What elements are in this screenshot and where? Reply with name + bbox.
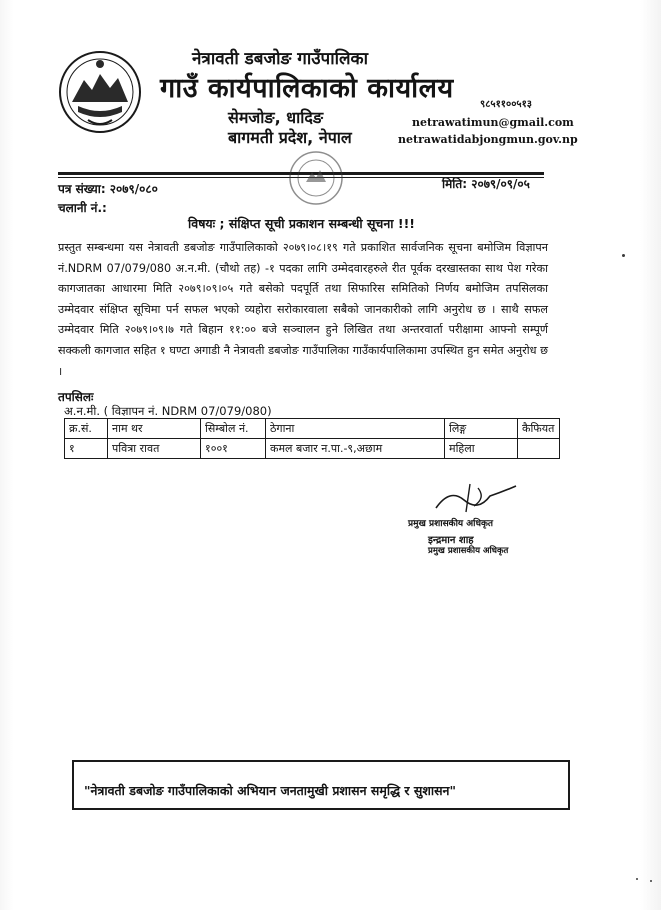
office-title: गाउँ कार्यपालिकाको कार्यालय bbox=[160, 73, 454, 104]
scan-speck bbox=[636, 878, 638, 880]
table-header-cell: कैफियत bbox=[518, 419, 560, 439]
office-seal-icon bbox=[288, 150, 344, 206]
footer-slogan: "नेत्रावती डबजोङ गाउँपालिकाको अभियान जनतामुखी प्रशासन समृद्धि र सुशासन" bbox=[84, 783, 456, 798]
subject-line: विषयः ; संक्षिप्त सूची प्रकाशन सम्बन्धी सूचना !!! bbox=[188, 216, 415, 231]
table-cell: १ bbox=[65, 439, 108, 459]
table-cell: पवित्रा रावत bbox=[108, 439, 201, 459]
phone-number: ९८५११००५१३ bbox=[480, 99, 532, 110]
table-cell: कमल बजार न.पा.-९,अछाम bbox=[266, 439, 445, 459]
dispatch-number: चलानी नं.: bbox=[58, 201, 107, 215]
signatory-name: इन्द्रमान शाह bbox=[428, 535, 474, 546]
table-cell bbox=[518, 439, 560, 459]
signature-icon bbox=[430, 478, 520, 518]
table-row bbox=[65, 439, 560, 459]
nepal-emblem-icon bbox=[58, 50, 142, 134]
table-cell: १००१ bbox=[201, 439, 266, 459]
table-header-cell: लिङ्ग bbox=[445, 419, 518, 439]
table-header-cell: नाम थर bbox=[108, 419, 201, 439]
scan-speck bbox=[622, 254, 625, 257]
municipality-name: नेत्रावती डबजोङ गाउँपालिका bbox=[192, 49, 368, 69]
signatory-title: प्रमुख प्रशासकीय अधिकृत bbox=[408, 519, 494, 529]
office-province: बागमती प्रदेश, नेपाल bbox=[228, 128, 352, 147]
table-header-row bbox=[65, 419, 560, 439]
letter-date: मिति: २०७९/०९/०५ bbox=[442, 177, 530, 191]
shortlist-table bbox=[64, 418, 560, 459]
signatory-stamp-title: प्रमुख प्रशासकीय अधिकृत bbox=[428, 546, 509, 556]
website-address: netrawatidabjongmun.gov.np bbox=[398, 133, 578, 146]
table-header-cell: क्र.सं. bbox=[65, 419, 108, 439]
email-address: netrawatimun@gmail.com bbox=[412, 116, 574, 129]
office-location: सेमजोङ, धादिङ bbox=[228, 108, 324, 127]
advertisement-reference: अ.न.मी. ( विज्ञापन नं. NDRM 07/079/080) bbox=[64, 404, 272, 418]
details-label: तपसिलः bbox=[58, 390, 94, 404]
letter-number: पत्र संख्या: २०७९/०८० bbox=[58, 182, 158, 196]
table-header-cell: ठेगाना bbox=[266, 419, 445, 439]
table-header-cell: सिम्बोल नं. bbox=[201, 419, 266, 439]
notice-body: प्रस्तुत सम्बन्धमा यस नेत्रावती डबजोङ गाउँपालिकाको २०७९।०८।१९ गते प्रकाशित सार्वजनिक सूचना बमोजिम विज्ञापन नं.NDRM 07/079/080 अ.न.मी. (चौथो तह) -१ पदका लागि उम्मेदवारहरुले रीत पूर्वक दरखास्तका साथ पेश गरेका कागजातका आधारमा मिति २०७९।०९।०५ गते बसेको पदपूर्ति तथा सिफारिस समितिको निर्णय बमोजिम तपसिलका उम्मेदवार संक्षिप्त सूचिमा पर्न सफल भएको व्यहोरा सरोकारवाला सबैको जानकारीको लागि अनुरोध छ । साथै सफल उम्मेदवार मिति २०७९।०९।७ गते बिहान ११:०० बजे सञ्चालन हुने लिखित तथा अन्तरवार्ता परीक्षामा आफ्नो सम्पूर्ण सक्कली कागजात सहित १ घण्टा अगाडी नै नेत्रावती डबजोङ गाउँपालिका गाउँकार्यपालिकामा उपस्थित हुन समेत अनुरोध छ । bbox=[58, 241, 548, 378]
footer-slogan-box bbox=[72, 760, 570, 810]
scan-speck bbox=[650, 880, 652, 882]
table-cell: महिला bbox=[445, 439, 518, 459]
